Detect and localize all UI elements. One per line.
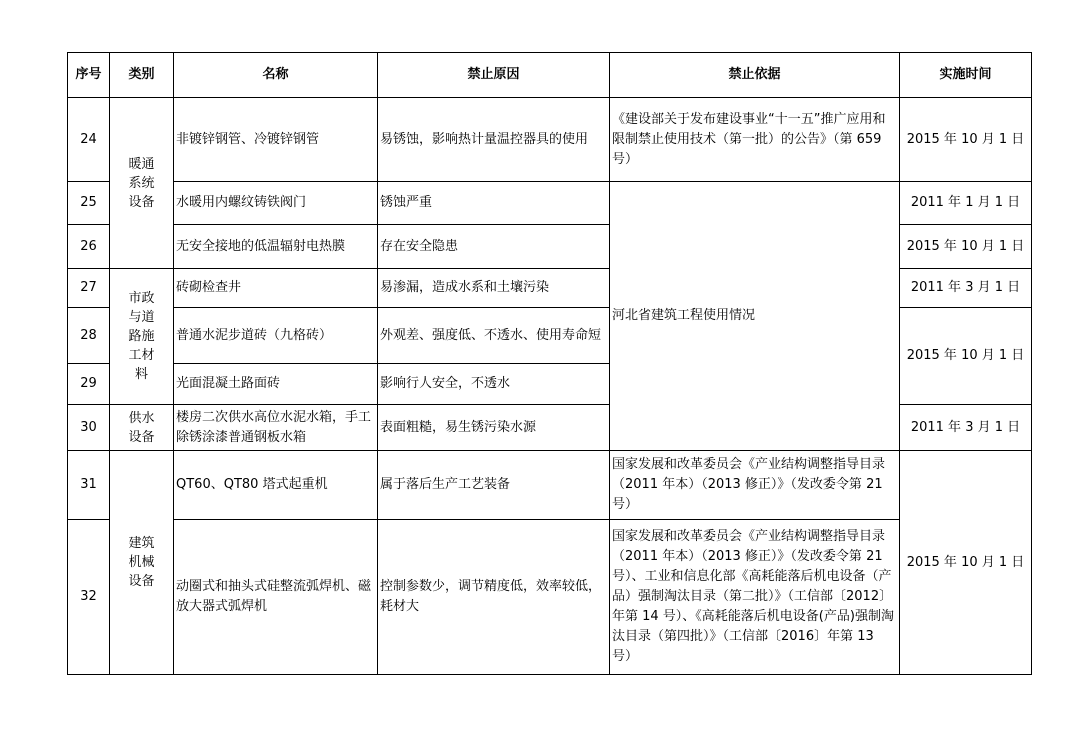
row-date: 2015 年 10 月 1 日 (900, 98, 1032, 182)
row-reason: 控制参数少，调节精度低，效率较低，耗材大 (378, 520, 610, 675)
row-date: 2011 年 3 月 1 日 (900, 269, 1032, 308)
table-row (68, 98, 1032, 182)
category-line: 暖通 (128, 156, 155, 172)
row-name: 光面混凝土路面砖 (174, 364, 378, 405)
table-row (68, 520, 1032, 675)
header-category: 类别 (110, 53, 174, 98)
header-date: 实施时间 (900, 53, 1032, 98)
category-municipal (110, 269, 174, 405)
row-no: 27 (68, 269, 110, 308)
category-line: 供水 (128, 410, 155, 426)
row-basis: 国家发展和改革委员会《产业结构调整指导目录（2011 年本）（2013 修正）》（发改委令第 21 号）、工业和信息化部《高耗能落后机电设备（产品）强制淘汰目录（第二批）》（工信部〔2012〕年第 14 号）、《高耗能落后机电设备(产品)强制淘汰目录（第四批）》（工信部〔2016〕年第 13 号） (610, 520, 900, 675)
category-line: 与道 (128, 310, 155, 325)
row-basis: 国家发展和改革委员会《产业结构调整指导目录（2011 年本）（2013 修正）》（发改委令第 21 号） (610, 451, 900, 520)
row-no: 26 (68, 225, 110, 269)
category-water (110, 405, 174, 451)
row-name: 楼房二次供水高位水泥水箱，手工除锈涂漆普通钢板水箱 (174, 405, 378, 451)
row-reason: 易锈蚀，影响热计量温控器具的使用 (378, 98, 610, 182)
table-row (68, 182, 1032, 225)
row-name: 动圈式和抽头式硅整流弧焊机、磁放大器式弧焊机 (174, 520, 378, 675)
row-reason: 锈蚀严重 (378, 182, 610, 225)
category-machinery (110, 451, 174, 675)
row-no: 24 (68, 98, 110, 182)
header-name: 名称 (174, 53, 378, 98)
category-line: 设备 (128, 574, 155, 589)
category-line: 机械 (128, 555, 155, 570)
header-basis: 禁止依据 (610, 53, 900, 98)
row-name: 非镀锌钢管、冷镀锌钢管 (174, 98, 378, 182)
row-name: 普通水泥步道砖（九格砖） (174, 308, 378, 364)
row-no: 31 (68, 451, 110, 520)
category-line: 路施 (128, 329, 155, 344)
category-line: 料 (134, 367, 148, 382)
row-no: 29 (68, 364, 110, 405)
row-reason: 存在安全隐患 (378, 225, 610, 269)
category-line: 建筑 (128, 536, 155, 551)
header-no: 序号 (68, 53, 110, 98)
row-name: 水暖用内螺纹铸铁阀门 (174, 182, 378, 225)
row-reason: 表面粗糙，易生锈污染水源 (378, 405, 610, 451)
row-reason: 易渗漏，造成水系和土壤污染 (378, 269, 610, 308)
row-no: 28 (68, 308, 110, 364)
row-reason: 影响行人安全，不透水 (378, 364, 610, 405)
row-reason: 外观差、强度低、不透水、使用寿命短 (378, 308, 610, 364)
category-line: 工材 (128, 348, 155, 363)
row-no: 25 (68, 182, 110, 225)
header-reason: 禁止原因 (378, 53, 610, 98)
row-no: 32 (68, 520, 110, 675)
table-row (68, 451, 1032, 520)
category-line: 设备 (128, 194, 155, 210)
category-line: 市政 (128, 291, 155, 306)
row-name: 砖砌检查井 (174, 269, 378, 308)
category-heating (110, 98, 174, 269)
prohibited-items-table (67, 52, 1032, 675)
row-reason: 属于落后生产工艺装备 (378, 451, 610, 520)
category-line: 系统 (128, 175, 155, 191)
category-line: 设备 (128, 429, 155, 445)
row-name: QT60、QT80 塔式起重机 (174, 451, 378, 520)
row-date: 2011 年 1 月 1 日 (900, 182, 1032, 225)
merged-date-31-32: 2015 年 10 月 1 日 (900, 451, 1032, 675)
row-date: 2011 年 3 月 1 日 (900, 405, 1032, 451)
row-name: 无安全接地的低温辐射电热膜 (174, 225, 378, 269)
row-basis: 《建设部关于发布建设事业“十一五”推广应用和限制禁止使用技术（第一批）的公告》（第 659 号） (610, 98, 900, 182)
table-header-row (68, 53, 1032, 98)
row-no: 30 (68, 405, 110, 451)
row-date: 2015 年 10 月 1 日 (900, 225, 1032, 269)
merged-date-28-29: 2015 年 10 月 1 日 (900, 308, 1032, 405)
merged-basis-hebei: 河北省建筑工程使用情况 (610, 182, 900, 451)
